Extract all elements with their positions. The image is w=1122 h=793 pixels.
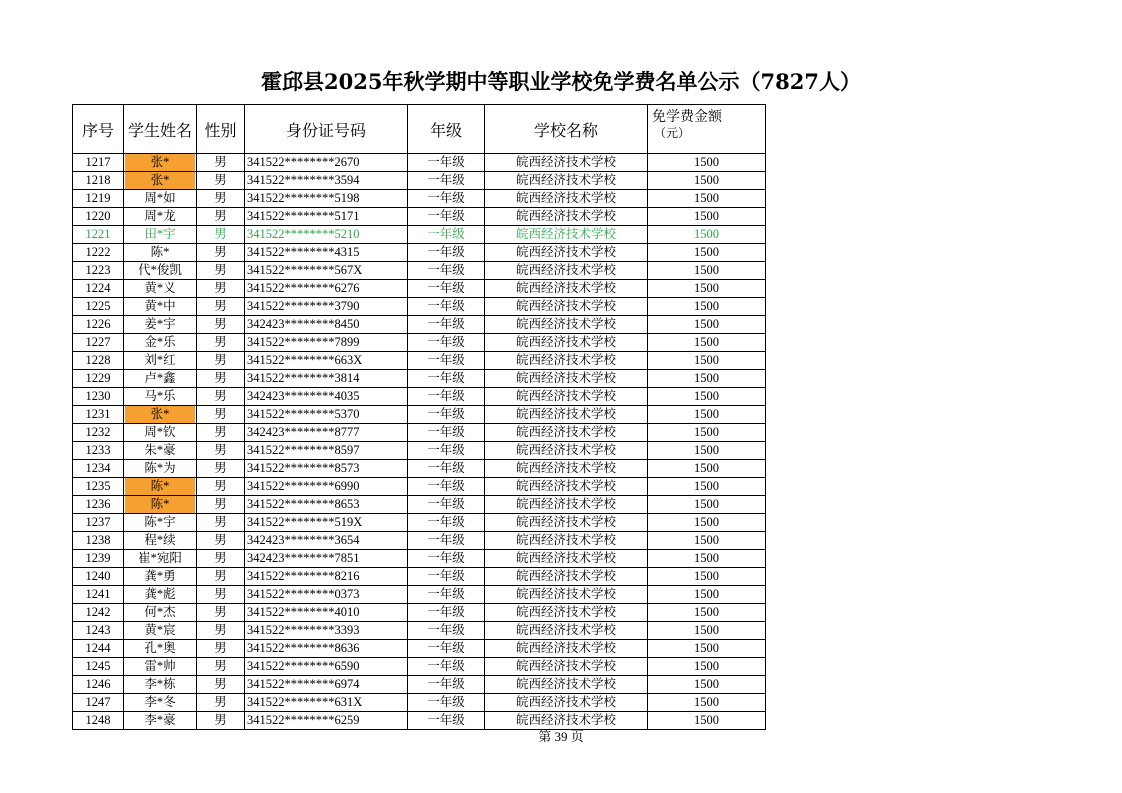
cell-id: 341522********567X [245, 262, 408, 280]
cell-gender: 男 [197, 154, 245, 172]
cell-grade: 一年级 [408, 208, 485, 226]
cell-name [124, 676, 197, 694]
cell-amount: 1500 [648, 604, 766, 622]
cell-amount: 1500 [648, 190, 766, 208]
cell-amount: 1500 [648, 532, 766, 550]
table-row [73, 262, 766, 280]
cell-amount: 1500 [648, 154, 766, 172]
cell-id: 341522********3814 [245, 370, 408, 388]
cell-amount: 1500 [648, 298, 766, 316]
table-row [73, 370, 766, 388]
cell-name [124, 388, 197, 406]
cell-gender: 男 [197, 280, 245, 298]
student-name: 张* [125, 172, 195, 189]
cell-gender: 男 [197, 316, 245, 334]
cell-gender: 男 [197, 532, 245, 550]
cell-grade: 一年级 [408, 406, 485, 424]
cell-grade: 一年级 [408, 658, 485, 676]
cell-seq: 1217 [73, 154, 124, 172]
cell-grade: 一年级 [408, 496, 485, 514]
cell-id: 341522********5198 [245, 190, 408, 208]
student-name: 陈* [125, 478, 195, 495]
cell-amount: 1500 [648, 316, 766, 334]
table-row [73, 298, 766, 316]
cell-seq: 1232 [73, 424, 124, 442]
cell-amount: 1500 [648, 388, 766, 406]
cell-school: 皖西经济技术学校 [485, 550, 648, 568]
cell-school: 皖西经济技术学校 [485, 604, 648, 622]
cell-id: 341522********519X [245, 514, 408, 532]
table-row [73, 478, 766, 496]
cell-gender: 男 [197, 190, 245, 208]
cell-school: 皖西经济技术学校 [485, 244, 648, 262]
cell-name [124, 370, 197, 388]
cell-id: 341522********3393 [245, 622, 408, 640]
cell-grade: 一年级 [408, 694, 485, 712]
cell-gender: 男 [197, 640, 245, 658]
header-gender: 性别 [197, 105, 245, 154]
cell-name [124, 442, 197, 460]
cell-school: 皖西经济技术学校 [485, 190, 648, 208]
cell-school: 皖西经济技术学校 [485, 460, 648, 478]
cell-amount: 1500 [648, 244, 766, 262]
cell-school: 皖西经济技术学校 [485, 262, 648, 280]
cell-id: 341522********8636 [245, 640, 408, 658]
student-name: 陈*为 [144, 461, 176, 475]
table-row [73, 694, 766, 712]
cell-amount: 1500 [648, 280, 766, 298]
student-name: 周*钦 [144, 425, 176, 439]
table-row [73, 622, 766, 640]
cell-id: 342423********7851 [245, 550, 408, 568]
cell-id: 342423********8450 [245, 316, 408, 334]
cell-seq: 1237 [73, 514, 124, 532]
cell-id: 342423********3654 [245, 532, 408, 550]
header-amount [648, 105, 766, 154]
cell-grade: 一年级 [408, 676, 485, 694]
cell-id: 341522********5210 [245, 226, 408, 244]
header-school: 学校名称 [485, 105, 648, 154]
table-row [73, 442, 766, 460]
cell-id: 342423********8777 [245, 424, 408, 442]
cell-id: 341522********8573 [245, 460, 408, 478]
page-number: 第 39 页 [538, 729, 584, 744]
cell-seq: 1225 [73, 298, 124, 316]
cell-amount: 1500 [648, 262, 766, 280]
cell-seq: 1239 [73, 550, 124, 568]
student-name: 黄*宸 [144, 623, 176, 637]
cell-name [124, 352, 197, 370]
cell-seq: 1244 [73, 640, 124, 658]
cell-gender: 男 [197, 694, 245, 712]
student-name: 刘*红 [144, 353, 176, 367]
cell-name [124, 586, 197, 604]
cell-name [124, 658, 197, 676]
cell-gender: 男 [197, 658, 245, 676]
table-row [73, 190, 766, 208]
cell-id: 341522********6974 [245, 676, 408, 694]
cell-id: 341522********3594 [245, 172, 408, 190]
student-table [72, 104, 766, 730]
cell-seq: 1238 [73, 532, 124, 550]
cell-seq: 1230 [73, 388, 124, 406]
cell-seq: 1234 [73, 460, 124, 478]
cell-id: 341522********7899 [245, 334, 408, 352]
cell-name [124, 532, 197, 550]
cell-school: 皖西经济技术学校 [485, 352, 648, 370]
student-name: 代*俊凯 [138, 263, 182, 277]
student-name: 黄*义 [144, 281, 176, 295]
cell-id: 341522********8653 [245, 496, 408, 514]
cell-grade: 一年级 [408, 316, 485, 334]
table-row [73, 532, 766, 550]
table-row [73, 496, 766, 514]
cell-grade: 一年级 [408, 514, 485, 532]
header-grade: 年级 [408, 105, 485, 154]
header-seq: 序号 [73, 105, 124, 154]
cell-amount: 1500 [648, 424, 766, 442]
cell-id: 341522********4315 [245, 244, 408, 262]
cell-gender: 男 [197, 298, 245, 316]
cell-grade: 一年级 [408, 298, 485, 316]
student-name: 程*续 [144, 533, 176, 547]
student-name: 周*如 [144, 191, 176, 205]
cell-grade: 一年级 [408, 244, 485, 262]
student-name: 李*冬 [144, 695, 176, 709]
cell-amount: 1500 [648, 586, 766, 604]
table-row [73, 406, 766, 424]
cell-school: 皖西经济技术学校 [485, 370, 648, 388]
cell-name [124, 226, 197, 244]
cell-amount: 1500 [648, 550, 766, 568]
cell-grade: 一年级 [408, 280, 485, 298]
cell-gender: 男 [197, 568, 245, 586]
cell-seq: 1247 [73, 694, 124, 712]
cell-gender: 男 [197, 388, 245, 406]
cell-name [124, 478, 197, 496]
cell-school: 皖西经济技术学校 [485, 658, 648, 676]
cell-grade: 一年级 [408, 478, 485, 496]
table-row [73, 676, 766, 694]
cell-grade: 一年级 [408, 442, 485, 460]
cell-gender: 男 [197, 712, 245, 730]
student-name: 孔*奥 [144, 641, 176, 655]
student-name: 张* [125, 406, 195, 423]
table-row [73, 280, 766, 298]
cell-amount: 1500 [648, 352, 766, 370]
cell-seq: 1231 [73, 406, 124, 424]
cell-name [124, 154, 197, 172]
table-row [73, 460, 766, 478]
cell-grade: 一年级 [408, 334, 485, 352]
cell-grade: 一年级 [408, 712, 485, 730]
cell-seq: 1240 [73, 568, 124, 586]
cell-amount: 1500 [648, 496, 766, 514]
cell-name [124, 604, 197, 622]
cell-name [124, 334, 197, 352]
cell-id: 342423********4035 [245, 388, 408, 406]
cell-school: 皖西经济技术学校 [485, 532, 648, 550]
cell-school: 皖西经济技术学校 [485, 424, 648, 442]
student-name: 田*宇 [144, 227, 176, 241]
cell-school: 皖西经济技术学校 [485, 406, 648, 424]
cell-id: 341522********5171 [245, 208, 408, 226]
cell-name [124, 424, 197, 442]
student-name: 龚*彪 [144, 587, 176, 601]
cell-gender: 男 [197, 550, 245, 568]
cell-school: 皖西经济技术学校 [485, 334, 648, 352]
cell-gender: 男 [197, 208, 245, 226]
cell-school: 皖西经济技术学校 [485, 208, 648, 226]
table-row [73, 658, 766, 676]
cell-seq: 1242 [73, 604, 124, 622]
cell-school: 皖西经济技术学校 [485, 172, 648, 190]
cell-school: 皖西经济技术学校 [485, 676, 648, 694]
cell-name [124, 640, 197, 658]
cell-grade: 一年级 [408, 172, 485, 190]
table-row [73, 550, 766, 568]
cell-id: 341522********6259 [245, 712, 408, 730]
student-name: 龚*勇 [144, 569, 176, 583]
student-name: 姜*宇 [144, 317, 176, 331]
cell-school: 皖西经济技术学校 [485, 280, 648, 298]
cell-id: 341522********631X [245, 694, 408, 712]
header-name: 学生姓名 [124, 105, 197, 154]
table-row [73, 514, 766, 532]
cell-id: 341522********4010 [245, 604, 408, 622]
cell-school: 皖西经济技术学校 [485, 298, 648, 316]
header-id: 身份证号码 [245, 105, 408, 154]
header-amount-label: 免学费金额 [652, 109, 722, 125]
cell-gender: 男 [197, 496, 245, 514]
cell-school: 皖西经济技术学校 [485, 712, 648, 730]
cell-grade: 一年级 [408, 604, 485, 622]
cell-gender: 男 [197, 226, 245, 244]
cell-seq: 1221 [73, 226, 124, 244]
cell-amount: 1500 [648, 640, 766, 658]
cell-seq: 1235 [73, 478, 124, 496]
header-row [73, 105, 766, 154]
student-name: 朱*豪 [144, 443, 176, 457]
student-name: 陈* [125, 496, 195, 513]
cell-grade: 一年级 [408, 226, 485, 244]
cell-gender: 男 [197, 352, 245, 370]
table-row [73, 640, 766, 658]
cell-amount: 1500 [648, 514, 766, 532]
student-name: 何*杰 [144, 605, 176, 619]
cell-seq: 1219 [73, 190, 124, 208]
table-row [73, 424, 766, 442]
cell-gender: 男 [197, 406, 245, 424]
cell-name [124, 568, 197, 586]
table-row [73, 172, 766, 190]
table-row [73, 352, 766, 370]
cell-name [124, 514, 197, 532]
cell-amount: 1500 [648, 172, 766, 190]
cell-seq: 1223 [73, 262, 124, 280]
cell-school: 皖西经济技术学校 [485, 568, 648, 586]
cell-id: 341522********0373 [245, 586, 408, 604]
cell-seq: 1222 [73, 244, 124, 262]
cell-grade: 一年级 [408, 640, 485, 658]
cell-id: 341522********6276 [245, 280, 408, 298]
table-row [73, 586, 766, 604]
cell-id: 341522********8216 [245, 568, 408, 586]
cell-id: 341522********8597 [245, 442, 408, 460]
table-row [73, 568, 766, 586]
cell-name [124, 622, 197, 640]
table-row [73, 226, 766, 244]
student-name: 雷*帅 [144, 659, 176, 673]
cell-seq: 1227 [73, 334, 124, 352]
cell-school: 皖西经济技术学校 [485, 586, 648, 604]
cell-id: 341522********6990 [245, 478, 408, 496]
cell-amount: 1500 [648, 226, 766, 244]
cell-school: 皖西经济技术学校 [485, 622, 648, 640]
cell-id: 341522********3790 [245, 298, 408, 316]
cell-gender: 男 [197, 334, 245, 352]
student-name: 崔*宛阳 [138, 551, 182, 565]
page-title: 霍邱县2025年秋学期中等职业学校免学费名单公示（7827人） [261, 69, 861, 94]
cell-seq: 1229 [73, 370, 124, 388]
cell-grade: 一年级 [408, 622, 485, 640]
cell-grade: 一年级 [408, 532, 485, 550]
table-row [73, 334, 766, 352]
cell-name [124, 460, 197, 478]
cell-school: 皖西经济技术学校 [485, 388, 648, 406]
cell-gender: 男 [197, 604, 245, 622]
cell-amount: 1500 [648, 712, 766, 730]
student-name: 陈*宇 [144, 515, 176, 529]
student-name: 卢*鑫 [144, 371, 176, 385]
cell-seq: 1241 [73, 586, 124, 604]
student-name: 李*栋 [144, 677, 176, 691]
cell-school: 皖西经济技术学校 [485, 316, 648, 334]
cell-amount: 1500 [648, 568, 766, 586]
cell-id: 341522********5370 [245, 406, 408, 424]
cell-name [124, 316, 197, 334]
cell-grade: 一年级 [408, 424, 485, 442]
student-name: 张* [125, 154, 195, 171]
cell-seq: 1220 [73, 208, 124, 226]
cell-amount: 1500 [648, 676, 766, 694]
cell-name [124, 280, 197, 298]
cell-gender: 男 [197, 244, 245, 262]
table-row [73, 208, 766, 226]
cell-gender: 男 [197, 676, 245, 694]
cell-school: 皖西经济技术学校 [485, 496, 648, 514]
student-name: 周*龙 [144, 209, 176, 223]
cell-amount: 1500 [648, 460, 766, 478]
student-name: 黄*中 [144, 299, 176, 313]
header-amount-unit: （元） [654, 126, 691, 140]
student-name: 马*乐 [144, 389, 176, 403]
cell-gender: 男 [197, 424, 245, 442]
cell-grade: 一年级 [408, 190, 485, 208]
cell-seq: 1228 [73, 352, 124, 370]
cell-seq: 1245 [73, 658, 124, 676]
cell-grade: 一年级 [408, 262, 485, 280]
cell-gender: 男 [197, 262, 245, 280]
cell-amount: 1500 [648, 406, 766, 424]
cell-amount: 1500 [648, 478, 766, 496]
table-row [73, 154, 766, 172]
cell-amount: 1500 [648, 694, 766, 712]
cell-gender: 男 [197, 172, 245, 190]
cell-grade: 一年级 [408, 550, 485, 568]
cell-seq: 1233 [73, 442, 124, 460]
cell-grade: 一年级 [408, 154, 485, 172]
cell-grade: 一年级 [408, 370, 485, 388]
student-name: 金*乐 [144, 335, 176, 349]
cell-seq: 1226 [73, 316, 124, 334]
cell-name [124, 172, 197, 190]
cell-name [124, 406, 197, 424]
cell-amount: 1500 [648, 622, 766, 640]
student-name: 李*豪 [144, 713, 176, 727]
cell-grade: 一年级 [408, 352, 485, 370]
cell-school: 皖西经济技术学校 [485, 478, 648, 496]
cell-gender: 男 [197, 460, 245, 478]
cell-amount: 1500 [648, 208, 766, 226]
cell-gender: 男 [197, 622, 245, 640]
cell-name [124, 262, 197, 280]
cell-gender: 男 [197, 370, 245, 388]
table-row [73, 604, 766, 622]
cell-grade: 一年级 [408, 388, 485, 406]
table-row [73, 244, 766, 262]
cell-name [124, 298, 197, 316]
cell-id: 341522********2670 [245, 154, 408, 172]
cell-gender: 男 [197, 442, 245, 460]
cell-seq: 1218 [73, 172, 124, 190]
cell-amount: 1500 [648, 334, 766, 352]
cell-name [124, 694, 197, 712]
cell-grade: 一年级 [408, 460, 485, 478]
cell-school: 皖西经济技术学校 [485, 640, 648, 658]
table-row [73, 388, 766, 406]
cell-grade: 一年级 [408, 568, 485, 586]
cell-name [124, 208, 197, 226]
cell-school: 皖西经济技术学校 [485, 226, 648, 244]
cell-id: 341522********663X [245, 352, 408, 370]
cell-grade: 一年级 [408, 586, 485, 604]
cell-name [124, 550, 197, 568]
student-name: 陈* [150, 245, 170, 259]
cell-seq: 1236 [73, 496, 124, 514]
cell-amount: 1500 [648, 370, 766, 388]
cell-school: 皖西经济技术学校 [485, 154, 648, 172]
cell-seq: 1243 [73, 622, 124, 640]
table-row [73, 316, 766, 334]
cell-school: 皖西经济技术学校 [485, 514, 648, 532]
cell-name [124, 190, 197, 208]
cell-gender: 男 [197, 514, 245, 532]
cell-name [124, 496, 197, 514]
cell-id: 341522********6590 [245, 658, 408, 676]
cell-gender: 男 [197, 586, 245, 604]
cell-school: 皖西经济技术学校 [485, 442, 648, 460]
cell-gender: 男 [197, 478, 245, 496]
cell-amount: 1500 [648, 442, 766, 460]
cell-seq: 1246 [73, 676, 124, 694]
cell-school: 皖西经济技术学校 [485, 694, 648, 712]
cell-amount: 1500 [648, 658, 766, 676]
cell-seq: 1224 [73, 280, 124, 298]
cell-seq: 1248 [73, 712, 124, 730]
cell-name [124, 244, 197, 262]
